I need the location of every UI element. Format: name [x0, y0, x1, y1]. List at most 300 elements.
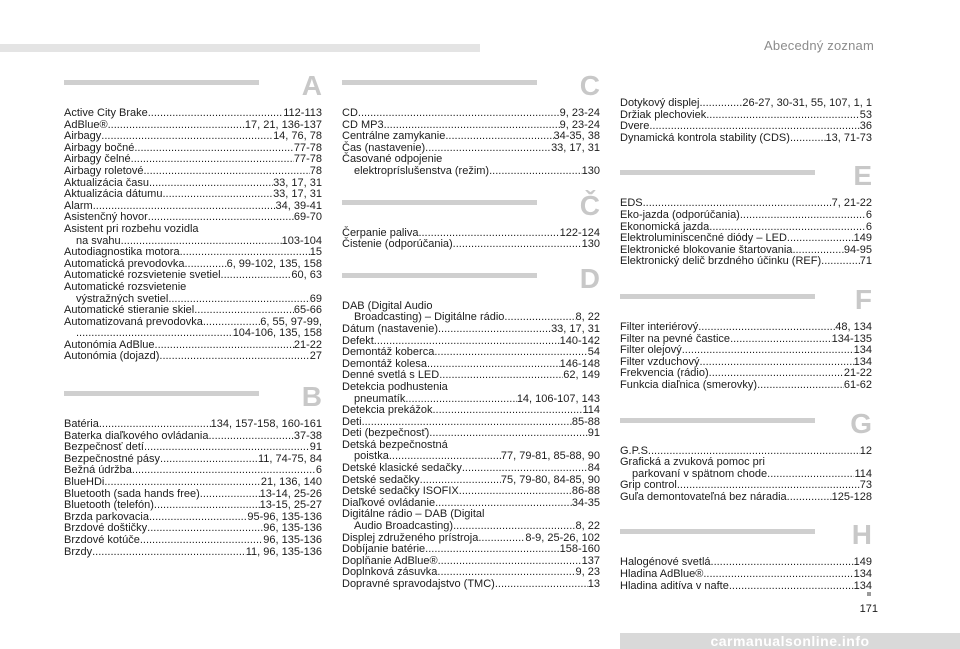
entry-term: Dotykový displej — [620, 97, 700, 109]
index-entry — [64, 282, 322, 305]
section-divider — [620, 294, 815, 299]
entry-term: Grip control — [620, 479, 677, 492]
dot-leader — [433, 405, 583, 417]
entry-term: Airbagy roletové — [64, 164, 144, 177]
entry-term: Demontáž kolesa — [342, 357, 427, 370]
entry-pages: 6, 55, 97-99, — [260, 315, 322, 328]
entry-pages: 114 — [582, 404, 600, 417]
entry-pages: 77-78 — [293, 153, 322, 166]
entry-pages: 33, 17, 31 — [551, 141, 600, 154]
entry-line — [64, 247, 322, 259]
entry-continuation — [64, 282, 322, 294]
dot-leader — [478, 533, 525, 545]
entry-line — [64, 108, 322, 120]
entry-term: Automatická prevodovka — [64, 257, 185, 270]
entry-pages: 134 — [853, 568, 872, 581]
dot-leader — [706, 110, 860, 122]
entry-term: Centrálne zamykanie — [342, 130, 446, 143]
section-divider — [342, 200, 537, 205]
dot-leader — [757, 380, 844, 392]
index-entry — [64, 247, 322, 259]
entry-term: Bezpečnostné pásy — [64, 452, 161, 465]
entry-pages: 6 — [315, 464, 322, 477]
entry-line — [620, 492, 872, 504]
entry-pages: 9, 23-24 — [559, 107, 600, 119]
dot-leader — [99, 419, 211, 431]
section-divider — [342, 80, 537, 85]
dot-leader — [131, 154, 294, 166]
entry-pages: 84 — [587, 462, 600, 475]
dot-leader — [767, 469, 854, 481]
dot-leader — [108, 120, 245, 132]
entry-term: Eko-jazda (odporúčania) — [620, 208, 740, 221]
page-number: 171 — [859, 603, 878, 615]
index-entry — [620, 345, 872, 357]
entry-continuation — [620, 457, 872, 469]
index-entry — [342, 301, 600, 324]
dot-leader — [159, 351, 309, 363]
dot-leader — [427, 359, 560, 371]
dot-leader — [144, 166, 310, 178]
entry-continuation — [342, 382, 600, 394]
entry-term: elektropríslušenstva (režim) — [354, 164, 490, 177]
index-entry — [342, 324, 600, 336]
dot-leader — [140, 535, 263, 547]
section-letter: C — [579, 70, 600, 101]
entry-term: Hladina aditíva v nafte — [620, 579, 729, 592]
entry-pages: 37-38 — [293, 429, 322, 442]
entry-term: Bežná údržba — [64, 464, 132, 477]
entry-pages: 33, 17, 31 — [273, 188, 322, 201]
dot-leader — [147, 523, 263, 535]
entry-pages: 61-62 — [843, 378, 872, 391]
entry-line — [620, 98, 872, 110]
entry-pages: 36 — [859, 120, 872, 133]
entry-term: CD MP3 — [342, 118, 384, 131]
entry-pages: 6, 99-102, 135, 158 — [226, 257, 322, 270]
entry-pages: 11, 74-75, 84 — [257, 452, 322, 465]
entry-pages: 34, 39-41 — [275, 199, 322, 212]
entry-pages: 75, 79-80, 84-85, 90 — [500, 473, 600, 486]
section-f — [620, 284, 872, 392]
entry-term: Detské klasické sedačky — [342, 462, 462, 475]
entry-term: Dopravné spravodajstvo (TMC) — [342, 578, 495, 590]
dot-leader — [149, 178, 273, 190]
dot-leader — [200, 489, 260, 501]
entry-list — [620, 98, 872, 144]
entry-pages: 95-96, 135-136 — [247, 510, 322, 523]
index-entry — [342, 154, 600, 177]
entry-term: Dátum (nastavenie) — [342, 322, 438, 335]
entry-term: Autonómia (dojazd) — [64, 350, 160, 363]
entry-term: poistka — [354, 450, 389, 463]
index-entry — [620, 569, 872, 581]
entry-continuation — [64, 224, 322, 236]
entry-pages: 13, 71-73 — [825, 131, 872, 144]
entry-term: Bezpečnosť detí — [64, 441, 144, 454]
section-b — [64, 381, 322, 558]
dot-leader — [703, 569, 853, 581]
dot-leader — [459, 486, 572, 498]
entry-line — [620, 110, 872, 122]
index-entry — [64, 317, 322, 340]
entry-term: Baterka diaľkového ovládania — [64, 429, 209, 442]
entry-term: Bluetooth (sada hands free) — [64, 487, 200, 500]
dot-leader — [787, 233, 854, 245]
page-header-title: Abecedný zoznam — [764, 38, 874, 53]
entry-term: Detské sedačky — [342, 473, 420, 486]
entry-term: Dobíjanie batérie — [342, 543, 426, 556]
entry-pages: 26-27, 30-31, 55, 107, 1, 1 — [742, 97, 872, 109]
entry-line — [64, 419, 322, 431]
entry-pages: 134 — [853, 579, 872, 592]
dot-leader — [740, 210, 866, 222]
entry-term: Brzdy — [64, 545, 93, 558]
entry-term: Elektroluminiscenčné diódy – LED — [620, 232, 787, 245]
section-letter: B — [301, 381, 322, 413]
entry-pages: 8-9, 25-26, 102 — [525, 531, 600, 544]
entry-line — [342, 347, 600, 359]
entry-term: Airbagy čelné — [64, 153, 131, 166]
index-entry — [64, 419, 322, 431]
section-d — [342, 263, 600, 591]
entry-pages: 69-70 — [293, 211, 322, 224]
entry-term: Airbagy bočné — [64, 141, 135, 154]
entry-pages: 158-160 — [559, 543, 600, 556]
entry-pages: 134-135 — [831, 332, 872, 345]
entry-line — [342, 108, 600, 120]
entry-pages: 134, 157-158, 160-161 — [210, 418, 322, 431]
entry-pages: 96, 135-136 — [263, 534, 322, 546]
entry-pages: 112-113 — [283, 107, 322, 119]
dot-leader — [495, 579, 588, 591]
entry-term: Automatizovaná prevodovka — [64, 315, 203, 328]
section-divider — [64, 391, 259, 396]
index-entry — [620, 98, 872, 110]
entry-pages: 21, 136, 140 — [260, 476, 322, 489]
index-entry — [342, 382, 600, 405]
entry-term: Doplnková zásuvka — [342, 566, 438, 579]
entry-line — [64, 351, 322, 363]
entry-pages: 21-22 — [293, 338, 322, 351]
entry-line — [620, 322, 872, 334]
index-column-1 — [64, 70, 322, 558]
section-letter: H — [851, 519, 872, 551]
entry-pages: 8, 22 — [575, 520, 600, 533]
dot-leader — [729, 581, 854, 593]
entry-line — [342, 405, 600, 417]
entry-term: Elektronický delič brzdného účinku (REF) — [620, 255, 822, 268]
index-entry — [620, 322, 872, 334]
index-entry — [64, 351, 322, 363]
index-entry — [342, 463, 600, 475]
entry-list — [620, 557, 872, 592]
entry-pages: 33, 17, 31 — [551, 322, 600, 335]
entry-pages: 130 — [581, 164, 600, 177]
dot-leader — [149, 512, 247, 524]
section-divider — [620, 529, 815, 534]
entry-term: Guľa demontovateľná bez náradia — [620, 490, 787, 503]
entry-term: na svahu — [76, 234, 121, 247]
entry-pages: 77-78 — [293, 141, 322, 154]
entry-line — [342, 579, 600, 591]
entry-term: Elektronické blokovanie štartovania — [620, 243, 793, 256]
index-entry — [620, 581, 872, 593]
entry-term: Diaľkové ovládanie — [342, 496, 436, 509]
dot-leader — [429, 428, 587, 440]
entry-term: Autonómia AdBlue — [64, 338, 155, 351]
entry-pages: 96, 135-136 — [263, 522, 322, 535]
entry-list — [64, 108, 322, 363]
entry-pages: 94-95 — [843, 243, 872, 256]
section-e — [620, 160, 872, 268]
section-d-continued — [620, 98, 872, 144]
entry-pages: 134 — [853, 344, 872, 357]
page-marker — [867, 592, 871, 596]
entry-term: Ekonomická jazda — [620, 220, 710, 233]
entry-line — [342, 239, 600, 251]
entry-term: Asistent pri rozbehu vozidla — [64, 222, 199, 235]
section-letter: E — [853, 160, 872, 192]
dot-leader — [92, 547, 246, 559]
entry-pages: 12 — [859, 444, 872, 457]
dot-leader — [489, 166, 582, 178]
section-divider — [620, 418, 815, 423]
index-entry — [64, 535, 322, 547]
entry-term: Autodiagnostika motora — [64, 246, 180, 259]
entry-pages: 33, 17, 31 — [273, 176, 322, 189]
entry-pages: 69 — [309, 292, 322, 305]
entry-pages: 77, 79-81, 85-88, 90 — [500, 450, 600, 463]
entry-term: Brzdové doštičky — [64, 522, 148, 535]
dot-leader — [699, 98, 742, 110]
dot-leader — [154, 500, 260, 512]
entry-pages: 85-88 — [571, 415, 600, 428]
dot-leader — [462, 463, 588, 475]
index-entry — [620, 380, 872, 392]
entry-pages: 60, 63 — [291, 269, 322, 282]
entry-pages: 130 — [581, 238, 600, 251]
entry-term: Alarm — [64, 199, 93, 212]
entry-term: Aktualizácia času — [64, 176, 149, 189]
entry-term: Doplňanie AdBlue® — [342, 554, 438, 567]
entry-pages: 146-148 — [559, 357, 600, 370]
dot-leader — [134, 143, 294, 155]
entry-term: Časované odpojenie — [342, 153, 443, 166]
entry-term: Brzda parkovacia — [64, 510, 149, 523]
dot-leader — [445, 131, 553, 143]
entry-term: Hladina AdBlue® — [620, 568, 704, 581]
entry-term: Batéria — [64, 418, 99, 431]
entry-list — [342, 301, 600, 591]
entry-term: Čerpanie paliva — [342, 226, 419, 239]
entry-list — [342, 228, 600, 251]
entry-term: Filter na pevné častice — [620, 332, 731, 345]
entry-line — [620, 233, 872, 245]
section-g — [620, 408, 872, 504]
entry-term: výstražných svetiel — [76, 292, 169, 305]
entry-term: Detekcia podhustenia — [342, 380, 448, 393]
entry-term: Funkcia diaľnica (smerovky) — [620, 378, 758, 391]
dot-leader — [358, 108, 560, 120]
entry-line — [620, 256, 872, 268]
entry-pages: 14, 106-107, 143 — [516, 392, 600, 405]
entry-pages: 78 — [309, 164, 322, 177]
index-entry — [620, 256, 872, 268]
entry-pages: 13-14, 25-26 — [259, 487, 322, 500]
entry-line — [64, 547, 322, 559]
entry-term: Defekt — [342, 334, 374, 347]
entry-pages: 103-104 — [281, 234, 322, 247]
entry-list — [342, 108, 600, 178]
entry-term: Displej združeného prístroja — [342, 531, 479, 544]
entry-line — [64, 477, 322, 489]
entry-pages: 54 — [587, 346, 600, 359]
dot-leader — [438, 324, 551, 336]
entry-pages: 134 — [853, 355, 872, 368]
entry-line — [64, 305, 322, 317]
dot-leader — [425, 544, 559, 556]
entry-term: Deti (bezpečnosť) — [342, 427, 430, 440]
entry-list — [620, 322, 872, 392]
entry-line — [342, 166, 600, 178]
entry-term: Broadcasting) – Digitálne rádio — [354, 311, 505, 324]
index-entry — [620, 457, 872, 480]
dot-leader — [453, 521, 575, 533]
dot-leader — [711, 557, 854, 569]
index-column-3 — [620, 98, 872, 592]
entry-term: Dynamická kontrola stability (CDS) — [620, 131, 790, 144]
index-column-2 — [342, 70, 600, 591]
entry-term: Čas (nastavenie) — [342, 141, 426, 154]
entry-pages: 14, 76, 78 — [273, 130, 322, 143]
entry-term: Deti — [342, 415, 362, 428]
entry-line — [342, 521, 600, 533]
index-entry — [64, 189, 322, 201]
entry-pages: 53 — [859, 108, 872, 121]
index-entry — [342, 509, 600, 532]
entry-term: Audio Broadcasting) — [354, 520, 454, 533]
entry-term: DAB (Digital Audio — [342, 299, 433, 312]
dot-leader — [221, 270, 292, 282]
entry-pages: 9, 23-24 — [559, 118, 600, 131]
index-entry — [620, 210, 872, 222]
section-divider — [64, 80, 259, 85]
entry-term: Čistenie (odporúčania) — [342, 238, 453, 251]
dot-leader — [438, 556, 582, 568]
entry-line — [64, 535, 322, 547]
entry-pages: 149 — [853, 232, 872, 245]
index-entry — [342, 239, 600, 251]
entry-list — [620, 198, 872, 268]
entry-pages: 149 — [853, 556, 872, 569]
entry-term: Dvere — [620, 120, 650, 133]
entry-term: parkovaní v spätnom chode — [632, 467, 768, 480]
dot-leader — [180, 247, 310, 259]
dot-leader — [821, 256, 860, 268]
entry-line — [342, 324, 600, 336]
index-entry — [64, 224, 322, 247]
index-entry — [64, 547, 322, 559]
entry-pages: 34-35 — [571, 496, 600, 509]
entry-pages: 71 — [859, 255, 872, 268]
entry-term: BlueHDi — [64, 476, 105, 489]
index-entry — [64, 305, 322, 317]
entry-pages: 73 — [859, 479, 872, 492]
entry-pages: 125-128 — [831, 490, 872, 503]
entry-term: Bluetooth (telefón) — [64, 499, 154, 512]
dot-leader — [682, 345, 854, 357]
entry-pages: 137 — [581, 554, 600, 567]
dot-leader — [699, 357, 853, 369]
section-letter: Č — [579, 189, 600, 221]
index-entry — [620, 110, 872, 122]
entry-pages: 7, 21-22 — [831, 197, 872, 210]
entry-line — [620, 345, 872, 357]
entry-list — [620, 446, 872, 504]
entry-line — [342, 463, 600, 475]
section-a — [64, 70, 322, 363]
dot-leader — [790, 133, 826, 145]
entry-pages: 11, 96, 135-136 — [245, 545, 322, 558]
entry-list — [64, 419, 322, 558]
section-c-caron — [342, 190, 600, 251]
entry-term: G.P.S. — [620, 444, 651, 457]
index-entry — [620, 133, 872, 145]
entry-pages: 122-124 — [559, 226, 600, 239]
entry-line — [64, 189, 322, 201]
index-entry — [64, 477, 322, 489]
index-entry — [620, 492, 872, 504]
entry-pages: 91 — [309, 441, 322, 454]
entry-line — [620, 569, 872, 581]
entry-term: Filter interiérový — [620, 320, 699, 333]
entry-line — [64, 166, 322, 178]
dot-leader — [787, 492, 832, 504]
watermark: carmanualsonline.info — [620, 633, 960, 649]
dot-leader — [425, 143, 551, 155]
entry-pages: 34-35, 38 — [553, 130, 600, 143]
dot-leader — [453, 239, 582, 251]
entry-term: AdBlue® — [64, 118, 108, 131]
entry-term: Filter vzduchový — [620, 355, 700, 368]
entry-pages: 65-66 — [293, 304, 322, 317]
entry-pages: 15 — [309, 246, 322, 259]
entry-term: Halogénové svetlá — [620, 556, 711, 569]
entry-pages: 104-106, 135, 158 — [232, 327, 322, 340]
dot-leader — [104, 477, 260, 489]
entry-term: Detské sedačky ISOFIX — [342, 485, 459, 498]
entry-term: Detekcia prekážok — [342, 404, 433, 417]
header-bar — [0, 44, 480, 52]
index-entry — [342, 579, 600, 591]
entry-pages: 114 — [854, 467, 872, 480]
index-entry — [64, 166, 322, 178]
entry-term: Asistenčný hovor — [64, 211, 148, 224]
entry-term: EDS — [620, 197, 643, 210]
section-letter: G — [850, 407, 872, 439]
entry-pages: 140-142 — [559, 334, 600, 347]
dot-leader — [160, 454, 258, 466]
section-divider — [342, 273, 537, 278]
dot-leader — [208, 431, 293, 443]
entry-pages: 21-22 — [843, 367, 872, 380]
entry-term: CD — [342, 107, 358, 119]
entry-line — [620, 581, 872, 593]
index-entry — [64, 108, 322, 120]
dot-leader — [439, 370, 563, 382]
entry-pages: 13 — [587, 578, 600, 590]
